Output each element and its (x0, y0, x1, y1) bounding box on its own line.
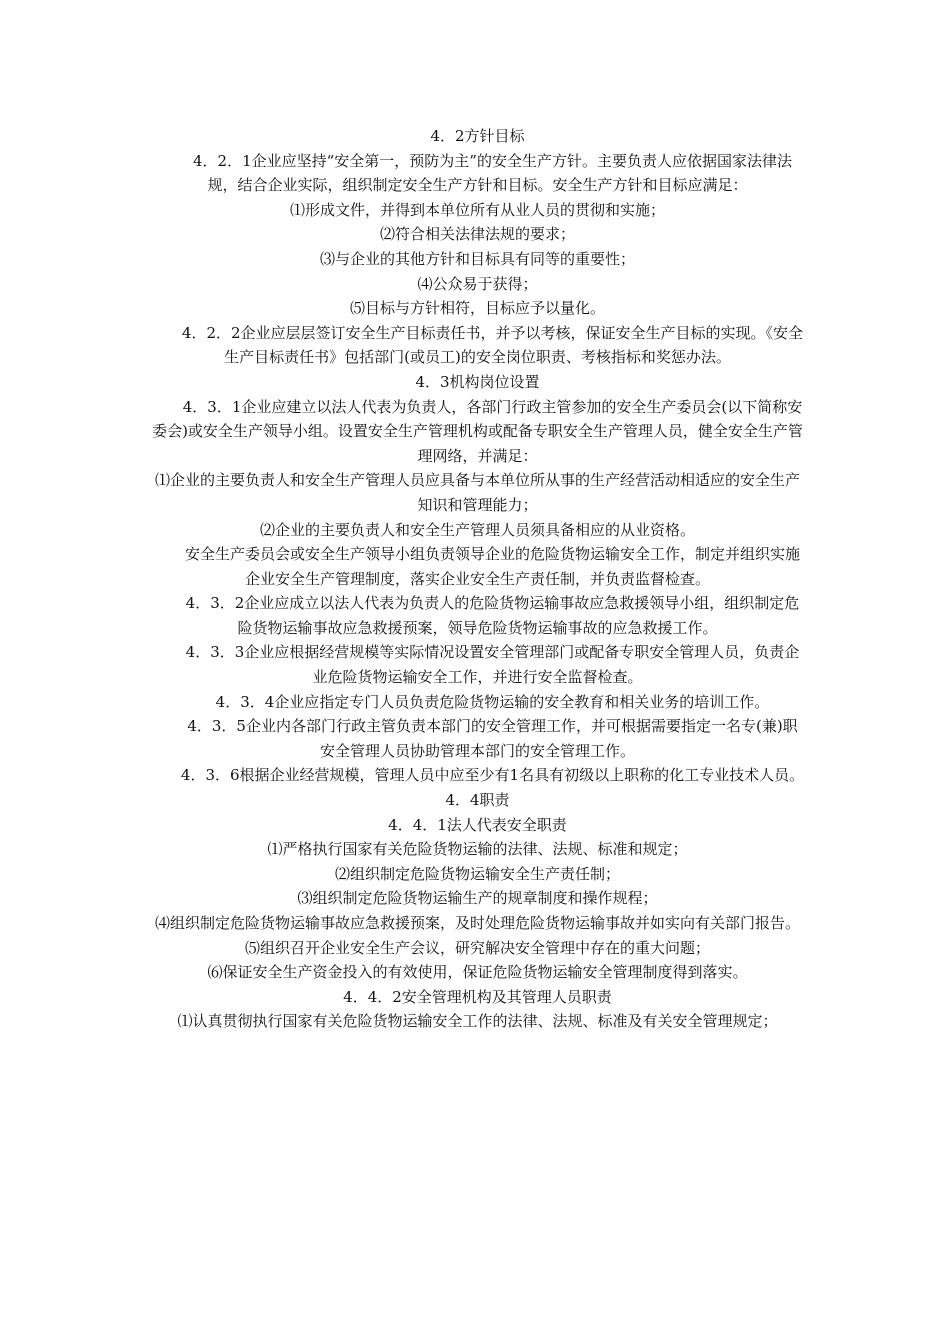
clause-4-3-5: 4．3．5企业内各部门行政主管负责本部门的安全管理工作，并可根据需要指定一名专(兼)职安全管理人员协助管理本部门的安全管理工作。 (187, 717, 798, 760)
body-paragraph: 安全生产委员会或安全生产领导小组负责领导企业的危险货物运输安全工作，制定并组织实施企业安全生产管理制度，落实企业安全生产责任制，并负责监督检查。 (184, 545, 800, 588)
list-item: ⑹保证安全生产资金投入的有效使用，保证危险货物运输安全管理制度得到落实。 (207, 963, 748, 982)
subsection-heading-4-4-2: 4．4．2安全管理机构及其管理人员职责 (343, 987, 612, 1006)
list-item: ⑵符合相关法律法规的要求； (379, 225, 575, 244)
list-item: ⑵企业的主要负责人和安全生产管理人员须具备相应的从业资格。 (259, 520, 695, 539)
clause-4-3-2: 4．3．2企业应成立以法人代表为负责人的危险货物运输事故应急救援领导小组，组织制定危险货物运输事故应急救援预案，领导危险货物运输事故的应急救援工作。 (185, 594, 800, 637)
clause-4-3-1: 4．3．1企业应建立以法人代表为负责人，各部门行政主管参加的安全生产委员会(以下简称安委会)或安全生产领导小组。设置安全生产管理机构或配备专职安全生产管理人员，健全安全生产管理网络，并满足： (152, 397, 803, 465)
clause-4-2-2: 4．2．2企业应层层签订安全生产目标责任书，并予以考核，保证安全生产目标的实现。《安全生产目标责任书》包括部门(或员工)的安全岗位职责、考核指标和奖惩办法。 (181, 323, 804, 367)
clause-4-2-1: 4．2．1企业应坚持“安全第一，预防为主”的安全生产方针。主要负责人应依据国家法律法规，结合企业实际，组织制定安全生产方针和目标。安全生产方针和目标应满足： (193, 151, 792, 195)
list-item: ⑴严格执行国家有关危险货物运输的法律、法规、标准和规定； (267, 840, 688, 859)
section-heading-4-2: 4．2方针目标 (430, 127, 525, 145)
clause-4-3-6: 4．3．6根据企业经营规模，管理人员中应至少有1名具有初级以上职称的化工专业技术人员。 (180, 766, 805, 785)
document-page (150, 124, 805, 1034)
clause-4-3-4: 4．3．4企业应指定专门人员负责危险货物运输的安全教育和相关业务的培训工作。 (215, 692, 770, 711)
list-item: ⑴企业的主要负责人和安全生产管理人员应具备与本单位所从事的生产经营活动相适应的安全生产知识和管理能力； (154, 471, 800, 514)
list-item: ⑷组织制定危险货物运输事故应急救援预案，及时处理危险货物运输事故并如实向有关部门报告。 (154, 914, 800, 932)
list-item: ⑶组织制定危险货物运输生产的规章制度和操作规程； (297, 889, 658, 908)
list-item: ⑸目标与方针相符，目标应予以量化。 (349, 299, 605, 318)
subsection-heading-4-4-1: 4．4．1法人代表安全职责 (388, 815, 567, 834)
list-item: ⑶与企业的其他方针和目标具有同等的重要性； (319, 249, 635, 268)
list-item: ⑸组织召开企业安全生产会议，研究解决安全管理中存在的重大问题； (244, 938, 710, 957)
section-heading-4-4: 4．4职责 (445, 791, 510, 810)
list-item: ⑵组织制定危险货物运输安全生产责任制； (334, 864, 620, 883)
list-item: ⑴认真贯彻执行国家有关危险货物运输安全工作的法律、法规、标准及有关安全管理规定； (177, 1012, 778, 1031)
list-item: ⑴形成文件，并得到本单位所有从业人员的贯彻和实施； (289, 200, 665, 219)
clause-4-3-3: 4．3．3企业应根据经营规模等实际情况设置安全管理部门或配备专职安全管理人员，负责企业危险货物运输安全工作，并进行安全监督检查。 (185, 643, 800, 687)
section-heading-4-3: 4．3机构岗位设置 (415, 372, 540, 391)
list-item: ⑷公众易于获得； (417, 274, 538, 293)
